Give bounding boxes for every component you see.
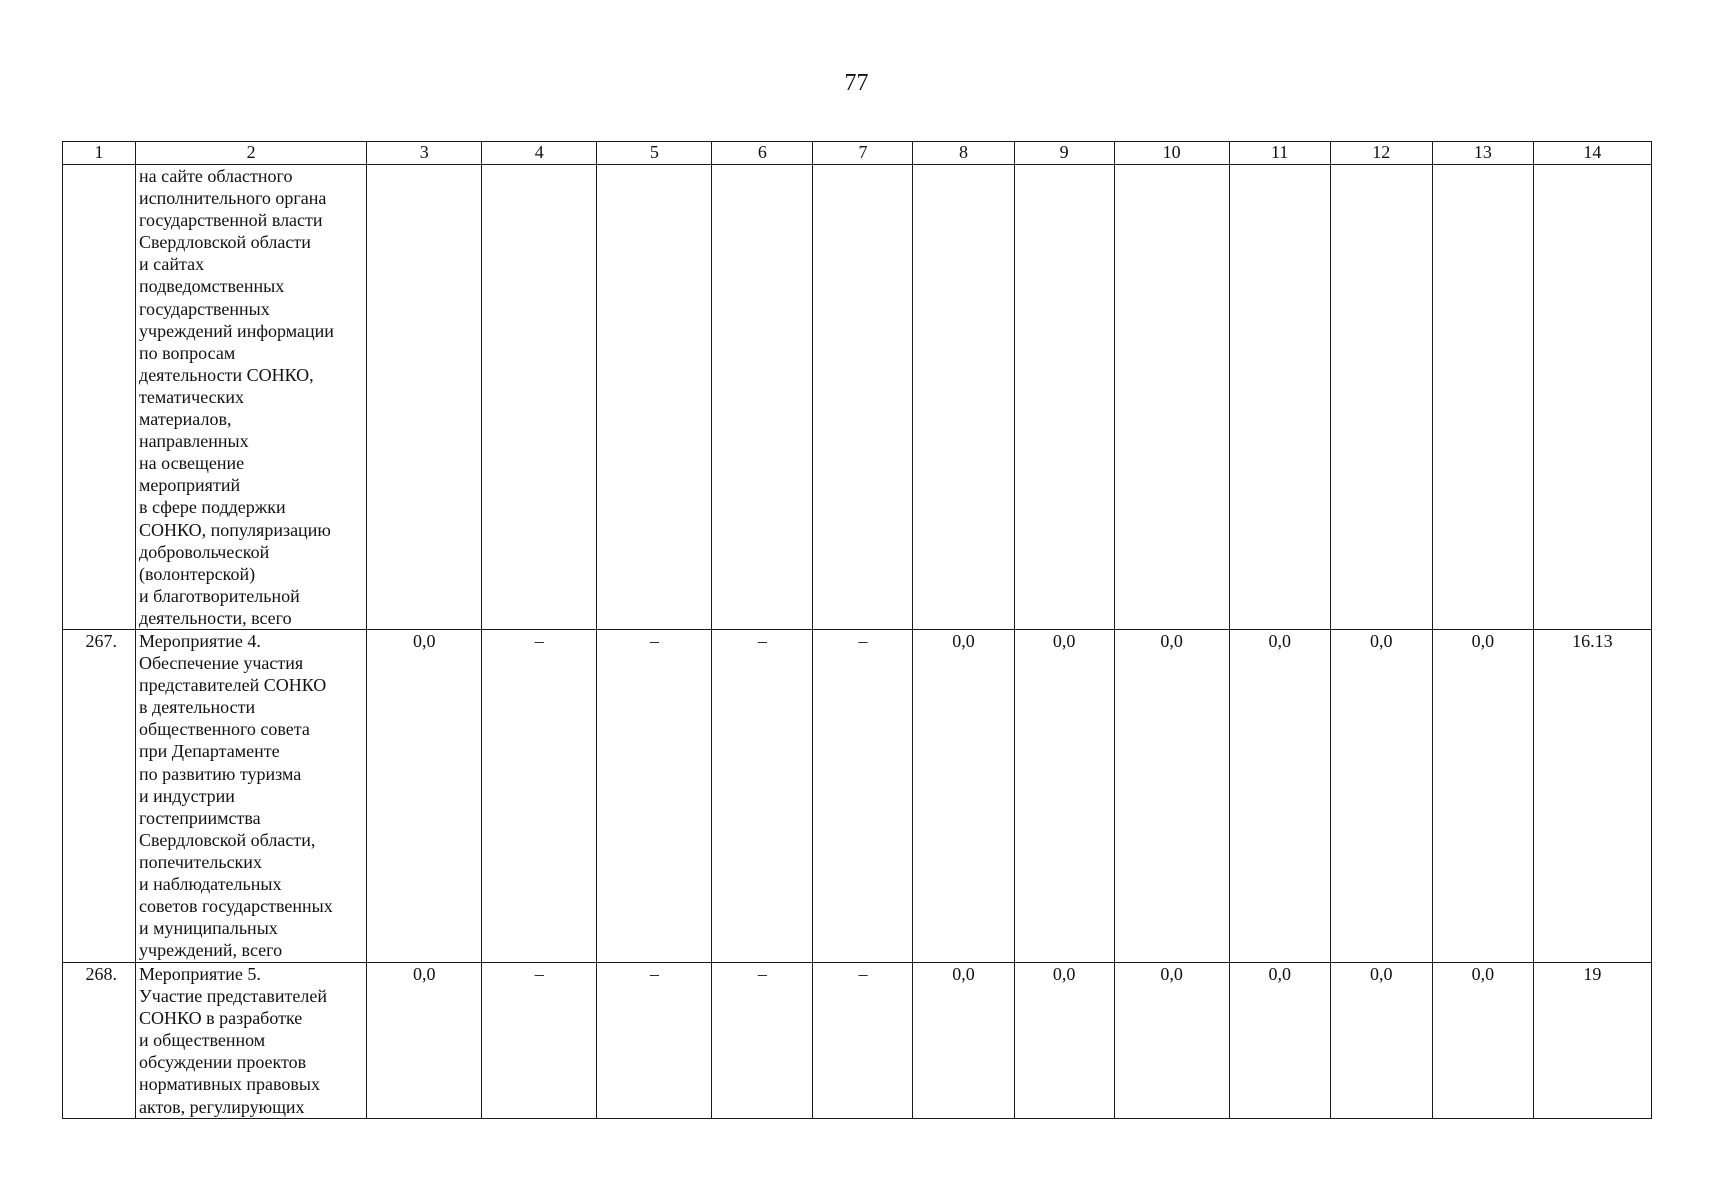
- description-line: в деятельности: [139, 697, 256, 718]
- value-cell: 0,0: [1014, 630, 1114, 963]
- value-cell: 0,0: [913, 630, 1014, 963]
- value-cell: 0,0: [367, 963, 482, 1119]
- value-cell: 0,0: [367, 630, 482, 963]
- description-line: по развитию туризма: [139, 763, 302, 784]
- column-header: 6: [712, 142, 813, 165]
- value-cell: [1114, 165, 1229, 630]
- description-line: в сфере поддержки: [139, 497, 286, 518]
- value-cell: [1432, 165, 1533, 630]
- value-cell: [913, 165, 1014, 630]
- description-line: актов, регулирующих: [139, 1096, 305, 1117]
- column-header: 7: [813, 142, 913, 165]
- table-row: [63, 630, 1652, 963]
- value-cell: 0,0: [1114, 630, 1229, 963]
- value-cell: –: [597, 963, 712, 1119]
- description-line: и общественном: [139, 1030, 266, 1051]
- description-line: и индустрии: [139, 785, 235, 806]
- column-header: 3: [367, 142, 482, 165]
- description-line: государственной власти: [139, 210, 323, 231]
- value-cell: 0,0: [1229, 630, 1330, 963]
- row-description-cell: [136, 165, 367, 630]
- value-cell: [597, 165, 712, 630]
- description-line: деятельности СОНКО,: [139, 364, 314, 385]
- description-line: материалов,: [139, 409, 232, 430]
- description-line: и муниципальных: [139, 918, 278, 939]
- description-line: учреждений, всего: [139, 940, 283, 961]
- value-cell: 0,0: [913, 963, 1014, 1119]
- description-line: СОНКО, популяризацию: [139, 519, 331, 540]
- description-line: по вопросам: [139, 342, 236, 363]
- description-line: Обеспечение участия: [139, 653, 304, 674]
- value-cell: [1330, 165, 1432, 630]
- row-description-cell: [136, 630, 367, 963]
- description-line: общественного совета: [139, 719, 310, 740]
- description-line: добровольческой: [139, 541, 270, 562]
- column-header: 8: [913, 142, 1014, 165]
- description-line: и наблюдательных: [139, 874, 282, 895]
- value-cell: –: [813, 963, 913, 1119]
- value-cell: [813, 165, 913, 630]
- reference-cell: 16.13: [1533, 630, 1651, 963]
- column-header: 9: [1014, 142, 1114, 165]
- description-line: Мероприятие 5.: [139, 964, 261, 984]
- description-line: деятельности, всего: [139, 607, 292, 628]
- description-line: исполнительного органа: [139, 188, 327, 209]
- description-line: Мероприятие 4.: [139, 631, 261, 651]
- description-line: государственных: [139, 298, 270, 319]
- reference-cell: 19: [1533, 963, 1651, 1119]
- value-cell: [712, 165, 813, 630]
- description-line: подведомственных: [139, 276, 285, 297]
- description-line: на освещение: [139, 453, 245, 474]
- description-line: и сайтах: [139, 254, 205, 275]
- description-line: тематических: [139, 386, 245, 407]
- description-line: и благотворительной: [139, 585, 300, 606]
- description-line: направленных: [139, 431, 249, 452]
- row-number-cell: 268.: [63, 963, 136, 1119]
- description-line: нормативных правовых: [139, 1074, 320, 1095]
- description-line: Свердловской области: [139, 232, 311, 253]
- reference-cell: [1533, 165, 1651, 630]
- description-line: на сайте областного: [139, 166, 293, 186]
- value-cell: 0,0: [1432, 630, 1533, 963]
- value-cell: [367, 165, 482, 630]
- value-cell: 0,0: [1014, 963, 1114, 1119]
- value-cell: 0,0: [1330, 963, 1432, 1119]
- value-cell: 0,0: [1330, 630, 1432, 963]
- column-number-header-row: [63, 142, 1652, 165]
- column-header: 2: [136, 142, 367, 165]
- value-cell: –: [482, 963, 597, 1119]
- page-number: 77: [844, 70, 869, 96]
- column-header: 5: [597, 142, 712, 165]
- value-cell: –: [712, 630, 813, 963]
- value-cell: 0,0: [1114, 963, 1229, 1119]
- column-header: 12: [1330, 142, 1432, 165]
- description-line: мероприятий: [139, 475, 241, 496]
- description-line: Участие представителей: [139, 986, 327, 1007]
- description-line: СОНКО в разработке: [139, 1008, 303, 1029]
- column-header: 10: [1114, 142, 1229, 165]
- table-row: [63, 963, 1652, 1119]
- value-cell: 0,0: [1229, 963, 1330, 1119]
- value-cell: [1229, 165, 1330, 630]
- column-header: 4: [482, 142, 597, 165]
- description-line: обсуждении проектов: [139, 1052, 307, 1073]
- table-row: [63, 165, 1652, 630]
- value-cell: 0,0: [1432, 963, 1533, 1119]
- value-cell: –: [813, 630, 913, 963]
- value-cell: –: [482, 630, 597, 963]
- row-description-cell: [136, 963, 367, 1119]
- value-cell: –: [712, 963, 813, 1119]
- value-cell: –: [597, 630, 712, 963]
- description-line: учреждений информации: [139, 320, 334, 341]
- description-line: гостеприимства: [139, 807, 261, 828]
- value-cell: [1014, 165, 1114, 630]
- data-table: [62, 141, 1652, 1119]
- description-line: Свердловской области,: [139, 829, 316, 850]
- column-header: 13: [1432, 142, 1533, 165]
- column-header: 1: [63, 142, 136, 165]
- value-cell: [482, 165, 597, 630]
- description-line: (волонтерской): [139, 563, 256, 584]
- row-number-cell: 267.: [63, 630, 136, 963]
- description-line: при Департаменте: [139, 741, 280, 762]
- description-line: попечительских: [139, 851, 262, 872]
- row-number-cell: [63, 165, 136, 630]
- column-header: 11: [1229, 142, 1330, 165]
- column-header: 14: [1533, 142, 1651, 165]
- description-line: советов государственных: [139, 896, 333, 917]
- description-line: представителей СОНКО: [139, 675, 327, 696]
